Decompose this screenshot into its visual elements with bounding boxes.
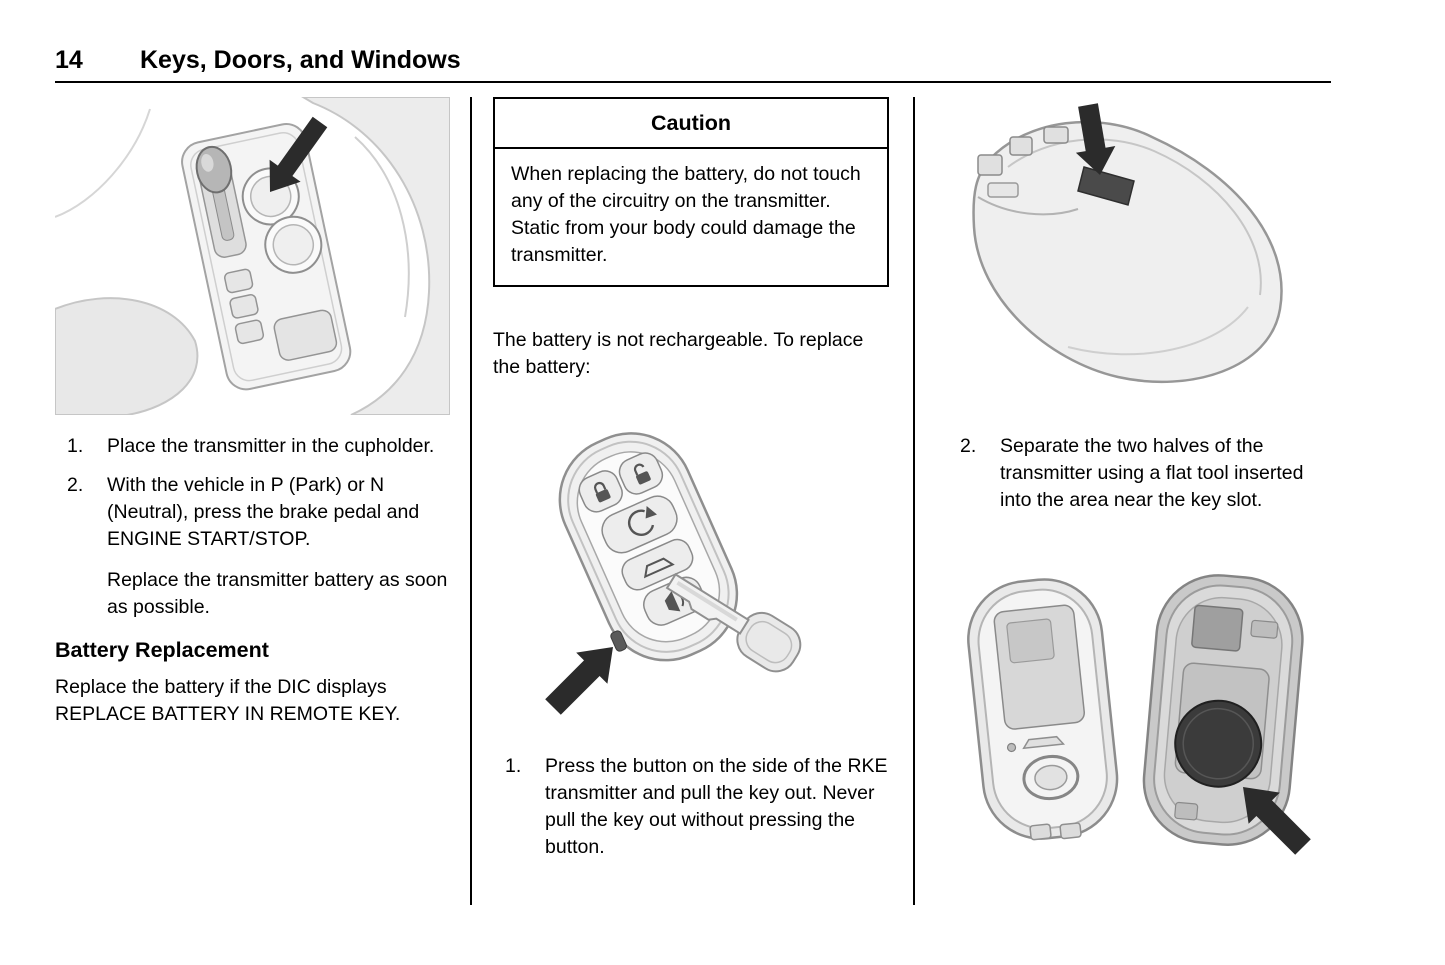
center-console-figure	[55, 97, 450, 415]
column-divider	[913, 97, 915, 905]
list-item	[55, 433, 450, 460]
caution-box	[493, 97, 889, 287]
step-text: Separate the two halves of the transmitter using a flat tool inserted into the area near the key slot.	[1000, 435, 1304, 511]
step-number: 2.	[960, 435, 977, 457]
caution-title: Caution	[495, 99, 887, 149]
step-number: 1.	[505, 755, 522, 777]
step-text: Press the button on the side of the RKE transmitter and pull the key out. Never pull the key out without pressing the button.	[545, 755, 888, 858]
list-item	[493, 753, 890, 861]
right-column	[948, 97, 1331, 862]
step-text: With the vehicle in P (Park) or N (Neutral), press the brake pedal and ENGINE START/STOP.	[107, 474, 420, 550]
section-heading: Battery Replacement	[55, 638, 269, 662]
step-continuation-text: Replace the transmitter battery as soon as possible.	[107, 569, 448, 618]
page-number: 14	[55, 46, 83, 74]
header-rule	[55, 81, 1331, 83]
middle-steps-list	[493, 753, 890, 861]
left-column	[55, 97, 450, 728]
left-steps-list	[55, 433, 450, 621]
intro-paragraph: The battery is not rechargeable. To replace the battery:	[493, 329, 864, 378]
step-number: 1.	[67, 435, 84, 457]
page-header	[55, 46, 1330, 75]
key-fob-figure	[493, 407, 873, 737]
transmitter-back-half	[1139, 570, 1308, 850]
section-paragraph: Replace the battery if the DIC displays REPLACE BATTERY IN REMOTE KEY.	[55, 676, 401, 725]
step-number: 2.	[67, 474, 84, 496]
list-item	[948, 433, 1331, 514]
transmitter-cover-figure	[948, 97, 1320, 397]
step-text: Place the transmitter in the cupholder.	[107, 435, 435, 457]
column-divider	[470, 97, 472, 905]
caution-text: When replacing the battery, do not touch any of the circuitry on the transmitter. Static from your body could damage the transmitter.	[511, 163, 861, 266]
middle-column	[493, 97, 890, 873]
list-item	[55, 472, 450, 553]
right-steps-list	[948, 433, 1331, 514]
transmitter-open-figure	[948, 562, 1328, 862]
chapter-title: Keys, Doors, and Windows	[140, 46, 461, 74]
